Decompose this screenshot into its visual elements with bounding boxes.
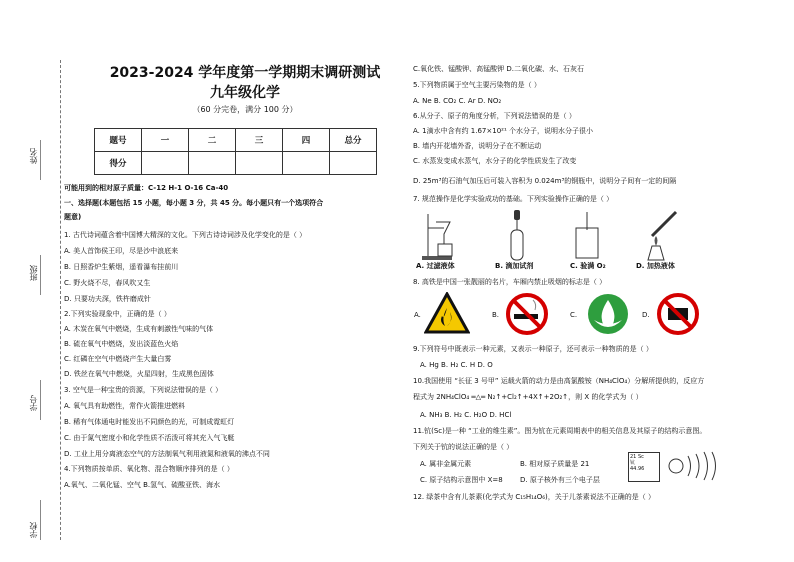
atomic-number: 21 (630, 454, 637, 460)
score-header-cell: 四 (283, 129, 330, 152)
element-card (628, 452, 660, 482)
score-header-cell: 总分 (330, 129, 377, 152)
q6-option-d: D. 25m³的石油气加压后可装入容积为 0.024m³的钢瓶中，说明分子间有一定的间隔 (413, 177, 677, 185)
student-id-label: 学号 (29, 395, 38, 411)
score-header-cell: 题号 (95, 129, 142, 152)
question-5: 5.下列物质属于空气主要污染物的是（ ） (413, 81, 541, 89)
q3-option-c: C. 由于氮气密度小和化学性质不活泼可将其充入气飞艇 (64, 434, 235, 442)
score-header-cell: 二 (189, 129, 236, 152)
q7-option-a: A. 过滤液体 (416, 262, 455, 270)
question-3: 3. 空气是一种宝贵的资源，下列说法错误的是（ ） (64, 386, 223, 394)
q9-options: A. Hg B. H₂ C. H D. O (420, 361, 493, 369)
school-blank[interactable] (40, 500, 42, 540)
score-header-cell: 三 (236, 129, 283, 152)
class-blank[interactable] (40, 255, 42, 295)
q8-option-c: C. (570, 311, 578, 319)
q2-option-a: A. 木炭在氧气中燃烧，生成有刺激性气味的气体 (64, 325, 214, 333)
score-input-cell[interactable] (283, 152, 330, 175)
question-11-line2: 下列关于钪的说法正确的是（ ） (413, 443, 514, 451)
atomic-structure-icon (662, 448, 722, 484)
water-saving-sign-icon (586, 292, 630, 336)
q11-option-a: A. 属非金属元素 (420, 460, 472, 468)
question-6: 6.从分子、原子的角度分析，下列说法错误的是（ ） (413, 112, 576, 120)
score-label-cell: 得分 (95, 152, 142, 175)
q6-option-a: A. 1滴水中含有约 1.67×10²¹ 个水分子，说明水分子很小 (413, 127, 593, 135)
exam-note: （60 分完卷，满分 100 分） (192, 105, 298, 114)
q7-option-d: D. 加热液体 (636, 262, 675, 270)
flammable-sign-icon (424, 292, 470, 334)
q8-option-a: A. (414, 311, 421, 319)
q4-options-ab: A.氧气、二氧化锰、空气 B.氢气、硫酸亚铁、海水 (64, 481, 221, 489)
id-blank[interactable] (40, 380, 42, 420)
q3-option-d: D. 工业上用分离液态空气的方法制氧气利用液氮和液氧的沸点不同 (64, 450, 270, 458)
no-fireworks-sign-icon (656, 292, 700, 336)
score-table (94, 128, 377, 175)
heating-figure (636, 208, 682, 262)
gas-jar-figure (570, 212, 604, 260)
score-input-cell[interactable] (236, 152, 283, 175)
name-blank[interactable] (40, 140, 42, 180)
question-12: 12. 绿茶中含有儿茶素(化学式为 C₁₅H₁₄O₆)，关于儿茶素说法不正确的是（ ） (413, 493, 655, 501)
q11-option-d: D. 原子核外有三个电子层 (520, 476, 600, 484)
q2-option-b: B. 硫在氧气中燃烧，发出淡蓝色火焰 (64, 340, 179, 348)
question-11-line1: 11.钪(Sc)是一种 “工业的维生素”。图为钪在元素周期表中的相关信息及其原子的结构示意图。 (413, 427, 707, 435)
question-1: 1. 古代诗词蕴含着中国博大精深的文化。下列古诗诗词涉及化学变化的是（ ） (64, 231, 307, 239)
q4-options-cd: C.氧化铁、锰酸钾、高锰酸钾 D.二氧化碳、水、石灰石 (413, 65, 584, 73)
question-9: 9.下列符号中既表示一种元素，又表示一种原子，还可表示一种物质的是（ ） (413, 345, 653, 353)
section-heading: 一、选择题(本题包括 15 小题，每小题 3 分，共 45 分。每小题只有一个选项符合 (64, 199, 324, 207)
q7-option-c: C. 验满 O₂ (570, 262, 606, 270)
q8-option-d: D. (642, 311, 650, 319)
q1-option-c: C. 野火烧不尽，春风吹又生 (64, 279, 151, 287)
q5-options: A. Ne B. CO₂ C. Ar D. NO₂ (413, 97, 502, 105)
question-7: 7. 规范操作是化学实验成功的基础。下列实验操作正确的是（ ） (413, 195, 614, 203)
q1-option-d: D. 只要功夫深，铁杵磨成针 (64, 295, 151, 303)
q7-option-b: B. 滴加试剂 (495, 262, 534, 270)
filtration-figure (420, 210, 460, 262)
question-10-line1: 10.我国使用 “长征 3 号甲” 运载火箭的动力是由高氯酸铵（NH₄ClO₄）分解所提供的，反应方 (413, 377, 705, 385)
q6-option-b: B. 墙内开花墙外香，说明分子在不断运动 (413, 142, 542, 150)
question-4: 4.下列物质按单质、氧化物、混合物顺序排列的是（ ） (64, 465, 234, 473)
name-label: 姓名 (29, 148, 38, 164)
q1-option-a: A. 美人首饰侯王印，尽是沙中浪底来 (64, 247, 179, 255)
q11-option-c: C. 原子结构示意图中 X=8 (420, 476, 503, 484)
atomic-mass: 44.96 (630, 466, 645, 472)
question-10-line2: 程式为 2NH₄ClO₄ ═△═ N₂↑+Cl₂↑+4X↑+2O₂↑，则 X 的化学式为（ ） (413, 393, 643, 401)
binding-line (60, 60, 61, 540)
q11-option-b: B. 相对原子质量是 21 (520, 460, 590, 468)
dropper-figure (505, 208, 529, 262)
score-input-cell[interactable] (142, 152, 189, 175)
class-label: 班级 (29, 265, 38, 281)
exam-subject: 九年级化学 (210, 85, 280, 101)
q3-option-b: B. 稀有气体通电时能发出不同颜色的光，可制成霓虹灯 (64, 418, 235, 426)
element-symbol: Sc (637, 454, 644, 460)
question-8: 8. 高铁是中国一张靓丽的名片，车厢内禁止吸烟的标志是（ ） (413, 278, 607, 286)
no-smoking-sign-icon (505, 292, 549, 336)
score-input-cell[interactable] (189, 152, 236, 175)
question-2: 2.下列实验现象中，正确的是（ ） (64, 310, 171, 318)
school-label: 学校 (29, 522, 38, 538)
q1-option-b: B. 日照香炉生紫烟，遥看瀑布挂前川 (64, 263, 179, 271)
q6-option-c: C. 水蒸发变成水蒸气，水分子的化学性质发生了改变 (413, 157, 577, 165)
q2-option-c: C. 红磷在空气中燃烧产生大量白雾 (64, 355, 172, 363)
exam-title: 2023-2024 学年度第一学期期末调研测试 (109, 65, 381, 81)
element-name: 钪 (630, 460, 636, 466)
section-heading-cont: 题意) (64, 213, 82, 221)
q3-option-a: A. 氧气具有助燃性，常作火箭推进燃料 (64, 402, 186, 410)
q8-option-b: B. (492, 311, 500, 319)
atomic-masses: 可能用到的相对原子质量：C-12 H-1 O-16 Ca-40 (64, 184, 229, 192)
score-header-cell: 一 (142, 129, 189, 152)
q2-option-d: D. 铁丝在氧气中燃烧，火星四射，生成黑色固体 (64, 370, 214, 378)
q10-options: A. NH₃ B. H₂ C. H₂O D. HCl (420, 411, 512, 419)
score-input-cell[interactable] (330, 152, 377, 175)
